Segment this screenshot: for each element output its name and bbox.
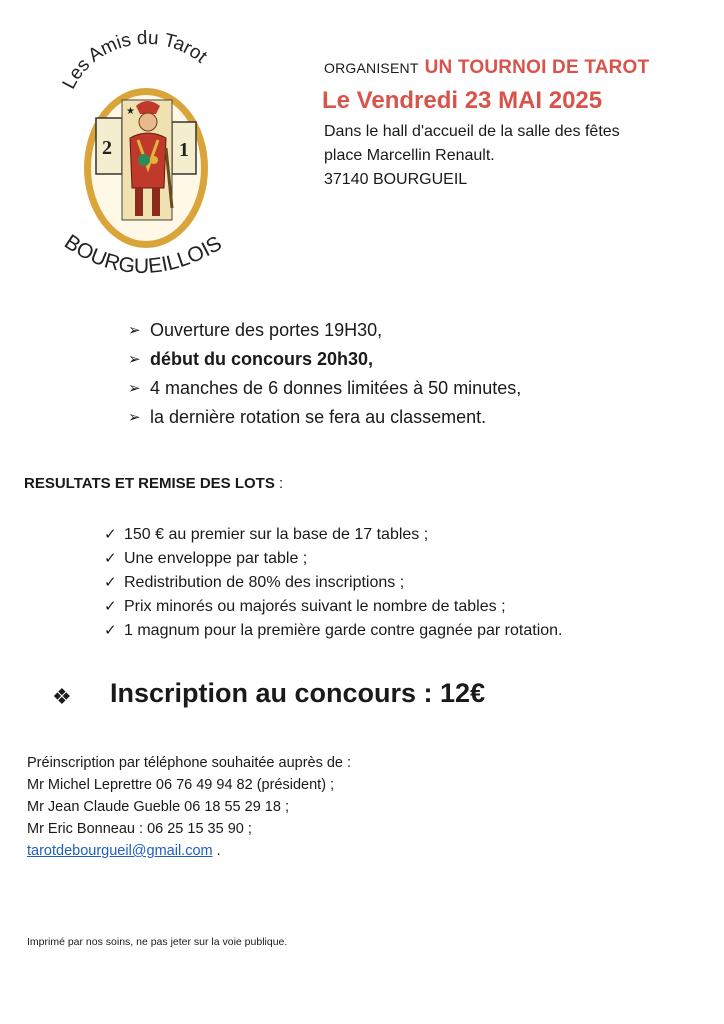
program-list [128,316,521,432]
check-icon: ✓ [104,550,117,567]
email-link[interactable]: tarotdebourgueil@gmail.com [27,843,213,859]
arrow-bullet-icon: ➢ [128,409,141,426]
results-heading [24,475,283,492]
check-icon: ✓ [104,574,117,591]
jester-figure [122,100,172,220]
prize-item-text: Une enveloppe par table ; [124,550,308,567]
address-line: Dans le hall d'accueil de la salle des fêtes [324,123,620,140]
program-item [128,374,521,403]
program-item [128,403,521,432]
footer-note: Imprimé par nos soins, ne pas jeter sur la voie publique. [27,936,288,948]
logo-card-number-left: 2 [102,137,112,159]
address-line: 37140 BOURGUEIL [324,171,468,188]
results-heading-text: RESULTATS ET REMISE DES LOTS [24,475,275,492]
club-logo [40,18,250,308]
arrow-bullet-icon: ➢ [128,380,141,397]
diamond-bullet-icon: ❖ [52,684,72,709]
event-headline [324,57,649,79]
inscription-fee: Inscription au concours : 12€ [110,678,486,708]
logo-bottom-text: BOURGUEILLOIS [60,230,226,279]
contacts-intro: Préinscription par téléphone souhaitée auprès de : [27,755,352,771]
svg-text:★: ★ [126,106,135,117]
event-date: Le Vendredi 23 MAI 2025 [322,87,603,114]
contact-line: Mr Jean Claude Gueble 06 18 55 29 18 ; [27,799,289,815]
program-item-text: 4 manches de 6 donnes limitées à 50 minutes, [150,378,522,398]
address-line: place Marcellin Renault. [324,147,495,164]
results-heading-colon: : [274,475,284,492]
prize-item [104,523,562,547]
prize-item [104,571,562,595]
check-icon: ✓ [104,526,117,543]
program-item [128,316,521,345]
event-title: UN TOURNOI DE TAROT [424,57,650,78]
check-icon: ✓ [104,622,117,639]
email-suffix: . [212,843,221,859]
contact-line: Mr Michel Leprettre 06 76 49 94 82 (président) ; [27,777,335,793]
program-item-text: début du concours 20h30, [150,349,374,369]
organisent-label: ORGANISENT [324,60,419,76]
prize-item-text: Prix minorés ou majorés suivant le nombre de tables ; [124,598,506,615]
contacts-block [27,752,351,862]
prize-item [104,547,562,571]
prize-item [104,595,562,619]
email-line [27,840,351,862]
logo-card-number-right: 1 [179,139,189,161]
program-item-text: la dernière rotation se fera au classement. [150,407,487,427]
logo-top-text: Les Amis du Tarot [58,27,211,93]
check-icon: ✓ [104,598,117,615]
prize-item-text: 150 € au premier sur la base de 17 tables ; [124,526,429,543]
contact-line: Mr Eric Bonneau : 06 25 15 35 90 ; [27,821,252,837]
prize-item-text: Redistribution de 80% des inscriptions ; [124,574,405,591]
prize-item-text: 1 magnum pour la première garde contre gagnée par rotation. [124,622,563,639]
arrow-bullet-icon: ➢ [128,351,141,368]
prize-item [104,619,562,643]
program-item [128,345,521,374]
arrow-bullet-icon: ➢ [128,322,141,339]
program-item-text: Ouverture des portes 19H30, [150,320,383,340]
event-address [324,120,620,192]
prizes-list [104,523,562,643]
